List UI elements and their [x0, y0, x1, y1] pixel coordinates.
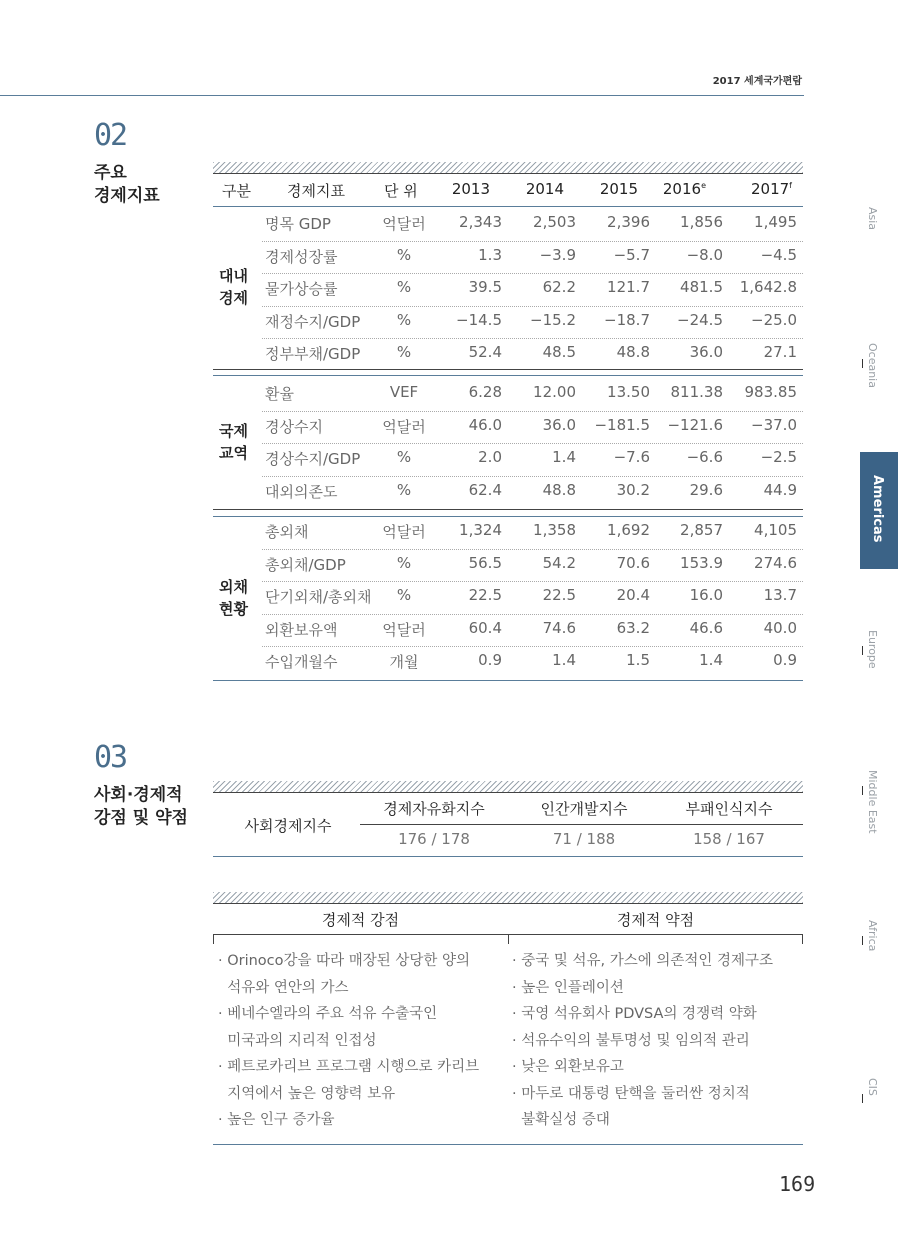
weakness-item: · 석유수익의 불투명성 및 임의적 관리 — [512, 1032, 750, 1049]
group-label: 대내 경제 — [219, 267, 248, 307]
value-2014: 1.4 — [552, 448, 576, 467]
weakness-item: 불확실성 증대 — [512, 1112, 610, 1128]
section-title — [94, 162, 160, 208]
strength-item: 지역에서 높은 영향력 보유 — [218, 1085, 396, 1102]
indicator-name: 수입개월수 — [265, 653, 338, 672]
weakness-title: 경제적 약점 — [616, 911, 695, 929]
indicator-name: 명목 GDP — [265, 215, 331, 233]
value-2015: 48.8 — [616, 343, 650, 362]
value-2013: 56.5 — [468, 553, 502, 572]
value-2014: 1.4 — [552, 651, 576, 670]
value-2017: −25.0 — [751, 310, 797, 329]
value-2015: 121.7 — [607, 278, 650, 297]
value-2016: −6.6 — [686, 448, 723, 467]
sw-tick — [508, 934, 509, 944]
value-2015: 70.6 — [616, 553, 650, 572]
value-2015: −5.7 — [613, 245, 650, 264]
section-title — [94, 784, 188, 830]
row-divider — [262, 241, 803, 242]
value-2017: −37.0 — [751, 415, 797, 434]
page-number: 169 — [779, 1172, 816, 1196]
sidebar-item-oceania[interactable]: Oceania — [866, 343, 879, 388]
unit: % — [396, 278, 412, 297]
header-unit: 단 위 — [384, 182, 418, 200]
value-2017: 1,495 — [754, 213, 797, 231]
indicator-name: 대외의존도 — [265, 482, 338, 501]
weakness-item: · 마두로 대통령 탄핵을 둘러싼 정치적 — [512, 1085, 750, 1102]
value-2016: 153.9 — [680, 553, 723, 572]
value-2017: −4.5 — [760, 245, 797, 264]
value-2015: 1,692 — [607, 521, 650, 539]
group-rule — [213, 369, 803, 370]
value-2017: 27.1 — [763, 343, 797, 362]
value-2017: 0.9 — [773, 651, 797, 670]
table-bottom-rule — [213, 680, 803, 681]
value-2017: −2.5 — [760, 448, 797, 467]
value-2014: 74.6 — [542, 618, 576, 637]
indicator-name: 총외채/GDP — [265, 555, 346, 574]
strength-item: · Orinoco강을 따라 매장된 상당한 양의 — [218, 953, 471, 969]
value-2016: 36.0 — [689, 343, 723, 362]
value-2016: −121.6 — [667, 415, 723, 434]
table-top-rule — [213, 173, 803, 174]
value-2017: 44.9 — [763, 480, 797, 499]
socio-mid-rule — [360, 824, 803, 825]
unit: VEF — [389, 383, 419, 401]
value-2014: 12.00 — [533, 383, 576, 401]
value-2015: 2,396 — [607, 213, 650, 231]
unit: 억달러 — [382, 417, 426, 436]
indicator-name: 총외채 — [265, 523, 309, 541]
socio-header: 인간개발지수 — [540, 800, 628, 818]
group-label: 외채 현황 — [219, 578, 248, 618]
sw-tick — [802, 934, 803, 944]
indicator-name: 재정수지/GDP — [265, 312, 361, 331]
value-2016: 1.4 — [699, 651, 723, 670]
value-2013: 39.5 — [468, 278, 502, 297]
indicator-name: 환율 — [265, 385, 294, 403]
section-number: 02 — [94, 118, 127, 153]
publication-title: 2017 세계국가편람 — [712, 76, 802, 87]
value-2014: 1,358 — [533, 521, 576, 539]
value-2017: 40.0 — [763, 618, 797, 637]
header-rule — [0, 95, 804, 96]
value-2017: 4,105 — [754, 521, 797, 539]
table-top-rule — [213, 903, 803, 904]
socio-header: 부패인식지수 — [685, 800, 773, 818]
value-2013: 60.4 — [468, 618, 502, 637]
value-2015: 13.50 — [607, 383, 650, 401]
section-title-line: 주요 — [94, 163, 127, 183]
value-2013: 62.4 — [468, 480, 502, 499]
socio-bottom-rule — [213, 856, 803, 857]
indicator-name: 외환보유액 — [265, 620, 338, 639]
sidebar-tick — [862, 646, 863, 655]
row-divider — [262, 306, 803, 307]
value-2017: 983.85 — [744, 383, 797, 401]
value-2014: 62.2 — [542, 278, 576, 297]
weakness-item: · 높은 인플레이션 — [512, 979, 624, 996]
value-2014: −3.9 — [539, 245, 576, 264]
value-2014: 48.5 — [542, 343, 576, 362]
value-2015: 63.2 — [616, 618, 650, 637]
sidebar-item-cis[interactable]: CIS — [866, 1078, 879, 1096]
value-2013: 1,324 — [459, 521, 502, 539]
group-rule — [213, 509, 803, 510]
socio-value: 71 / 188 — [552, 830, 616, 848]
value-2013: 2.0 — [478, 448, 502, 467]
value-2016: 811.38 — [670, 383, 723, 401]
header-year: 2013 — [451, 180, 490, 198]
value-2014: −15.2 — [530, 310, 576, 329]
value-2014: 54.2 — [542, 553, 576, 572]
value-2016: 46.6 — [689, 618, 723, 637]
value-2017: 13.7 — [763, 586, 797, 605]
value-2016: −8.0 — [686, 245, 723, 264]
strength-item: · 페트로카리브 프로그램 시행으로 카리브 — [218, 1059, 480, 1075]
value-2014: 2,503 — [533, 213, 576, 231]
row-divider — [262, 614, 803, 615]
value-2016: 29.6 — [689, 480, 723, 499]
value-2017: 1,642.8 — [739, 278, 797, 297]
sidebar-tick — [862, 786, 863, 795]
sidebar-item-middle-east[interactable]: Middle East — [866, 770, 879, 834]
indicator-name: 물가상승률 — [265, 280, 338, 299]
group-label: 국제 교역 — [219, 422, 248, 462]
value-2014: 48.8 — [542, 480, 576, 499]
row-divider — [262, 338, 803, 339]
unit: % — [396, 245, 412, 264]
indicator-name: 경상수지/GDP — [265, 450, 361, 469]
unit: 억달러 — [382, 215, 426, 233]
hatch-bar — [213, 781, 803, 792]
value-2015: 20.4 — [616, 586, 650, 605]
section-title-line: 경제지표 — [94, 186, 160, 206]
value-2017: 274.6 — [754, 553, 797, 572]
row-divider — [262, 549, 803, 550]
sidebar-item-americas[interactable]: Americas — [860, 452, 898, 569]
row-divider — [262, 646, 803, 647]
value-2016: 1,856 — [680, 213, 723, 231]
weakness-item: · 중국 및 석유, 가스에 의존적인 경제구조 — [512, 953, 773, 969]
socio-header: 경제자유화지수 — [383, 800, 485, 818]
group-rule — [213, 516, 803, 517]
value-2013: −14.5 — [456, 310, 502, 329]
socio-value: 176 / 178 — [398, 830, 470, 848]
unit: % — [396, 448, 412, 467]
hatch-bar — [213, 162, 803, 173]
unit: % — [396, 343, 412, 362]
row-divider — [262, 443, 803, 444]
indicator-name: 정부부채/GDP — [265, 345, 361, 364]
sw-bottom-rule — [213, 1144, 803, 1145]
unit: 개월 — [389, 653, 419, 672]
unit: % — [396, 480, 412, 499]
strength-item: 미국과의 지리적 인접성 — [218, 1032, 377, 1049]
value-2013: 6.28 — [468, 383, 502, 401]
strength-item: 석유와 연안의 가스 — [218, 979, 349, 996]
row-divider — [262, 581, 803, 582]
weakness-item: · 국영 석유회사 PDVSA의 경쟁력 약화 — [512, 1006, 757, 1022]
section-title-line: 강점 및 약점 — [94, 808, 188, 828]
row-divider — [262, 273, 803, 274]
section-number: 03 — [94, 740, 127, 775]
value-2013: 22.5 — [468, 586, 502, 605]
indicator-name: 단기외채/총외채 — [265, 588, 372, 607]
value-2014: 22.5 — [542, 586, 576, 605]
unit: % — [396, 310, 412, 329]
unit: % — [396, 553, 412, 572]
value-2016: 2,857 — [680, 521, 723, 539]
header-year: 2014 — [525, 180, 564, 198]
value-2016: 481.5 — [680, 278, 723, 297]
socio-value: 158 / 167 — [693, 830, 765, 848]
row-divider — [262, 476, 803, 477]
sw-tick — [213, 934, 214, 944]
value-2016: 16.0 — [689, 586, 723, 605]
group-rule — [213, 375, 803, 376]
header-year: 2016e — [662, 180, 706, 198]
value-2016: −24.5 — [677, 310, 723, 329]
section-title-line: 사회·경제적 — [94, 785, 183, 805]
weakness-item: · 낮은 외환보유고 — [512, 1059, 624, 1075]
value-2015: 1.5 — [626, 651, 650, 670]
sidebar-item-asia[interactable]: Asia — [866, 207, 879, 231]
strength-item: · 높은 인구 증가율 — [218, 1112, 335, 1128]
unit: % — [396, 586, 412, 605]
value-2013: 2,343 — [459, 213, 502, 231]
strength-item: · 베네수엘라의 주요 석유 수출국인 — [218, 1006, 438, 1022]
value-2013: 52.4 — [468, 343, 502, 362]
strength-title: 경제적 강점 — [321, 911, 400, 929]
value-2013: 0.9 — [478, 651, 502, 670]
socio-row-label: 사회경제지수 — [244, 817, 332, 835]
sidebar-item-africa[interactable]: Africa — [866, 920, 879, 952]
value-2015: −181.5 — [594, 415, 650, 434]
unit: 억달러 — [382, 620, 426, 639]
sidebar-tick — [862, 359, 863, 368]
sidebar-tick — [862, 1094, 863, 1103]
sidebar-item-europe[interactable]: Europe — [866, 630, 879, 669]
value-2013: 1.3 — [478, 245, 502, 264]
indicator-name: 경제성장률 — [265, 247, 338, 266]
header-year: 2017$^f$ — [750, 180, 792, 198]
value-2013: 46.0 — [468, 415, 502, 434]
hatch-bar — [213, 892, 803, 903]
indicator-name: 경상수지 — [265, 417, 323, 436]
header-year: 2015 — [599, 180, 638, 198]
unit: 억달러 — [382, 523, 426, 541]
header-rule — [213, 206, 803, 207]
row-divider — [262, 411, 803, 412]
table-top-rule — [213, 792, 803, 793]
value-2015: −7.6 — [613, 448, 650, 467]
value-2015: −18.7 — [604, 310, 650, 329]
value-2014: 36.0 — [542, 415, 576, 434]
header-category: 구분 — [222, 182, 251, 200]
value-2015: 30.2 — [616, 480, 650, 499]
sidebar-tick — [862, 936, 863, 945]
header-indicator: 경제지표 — [287, 182, 345, 200]
